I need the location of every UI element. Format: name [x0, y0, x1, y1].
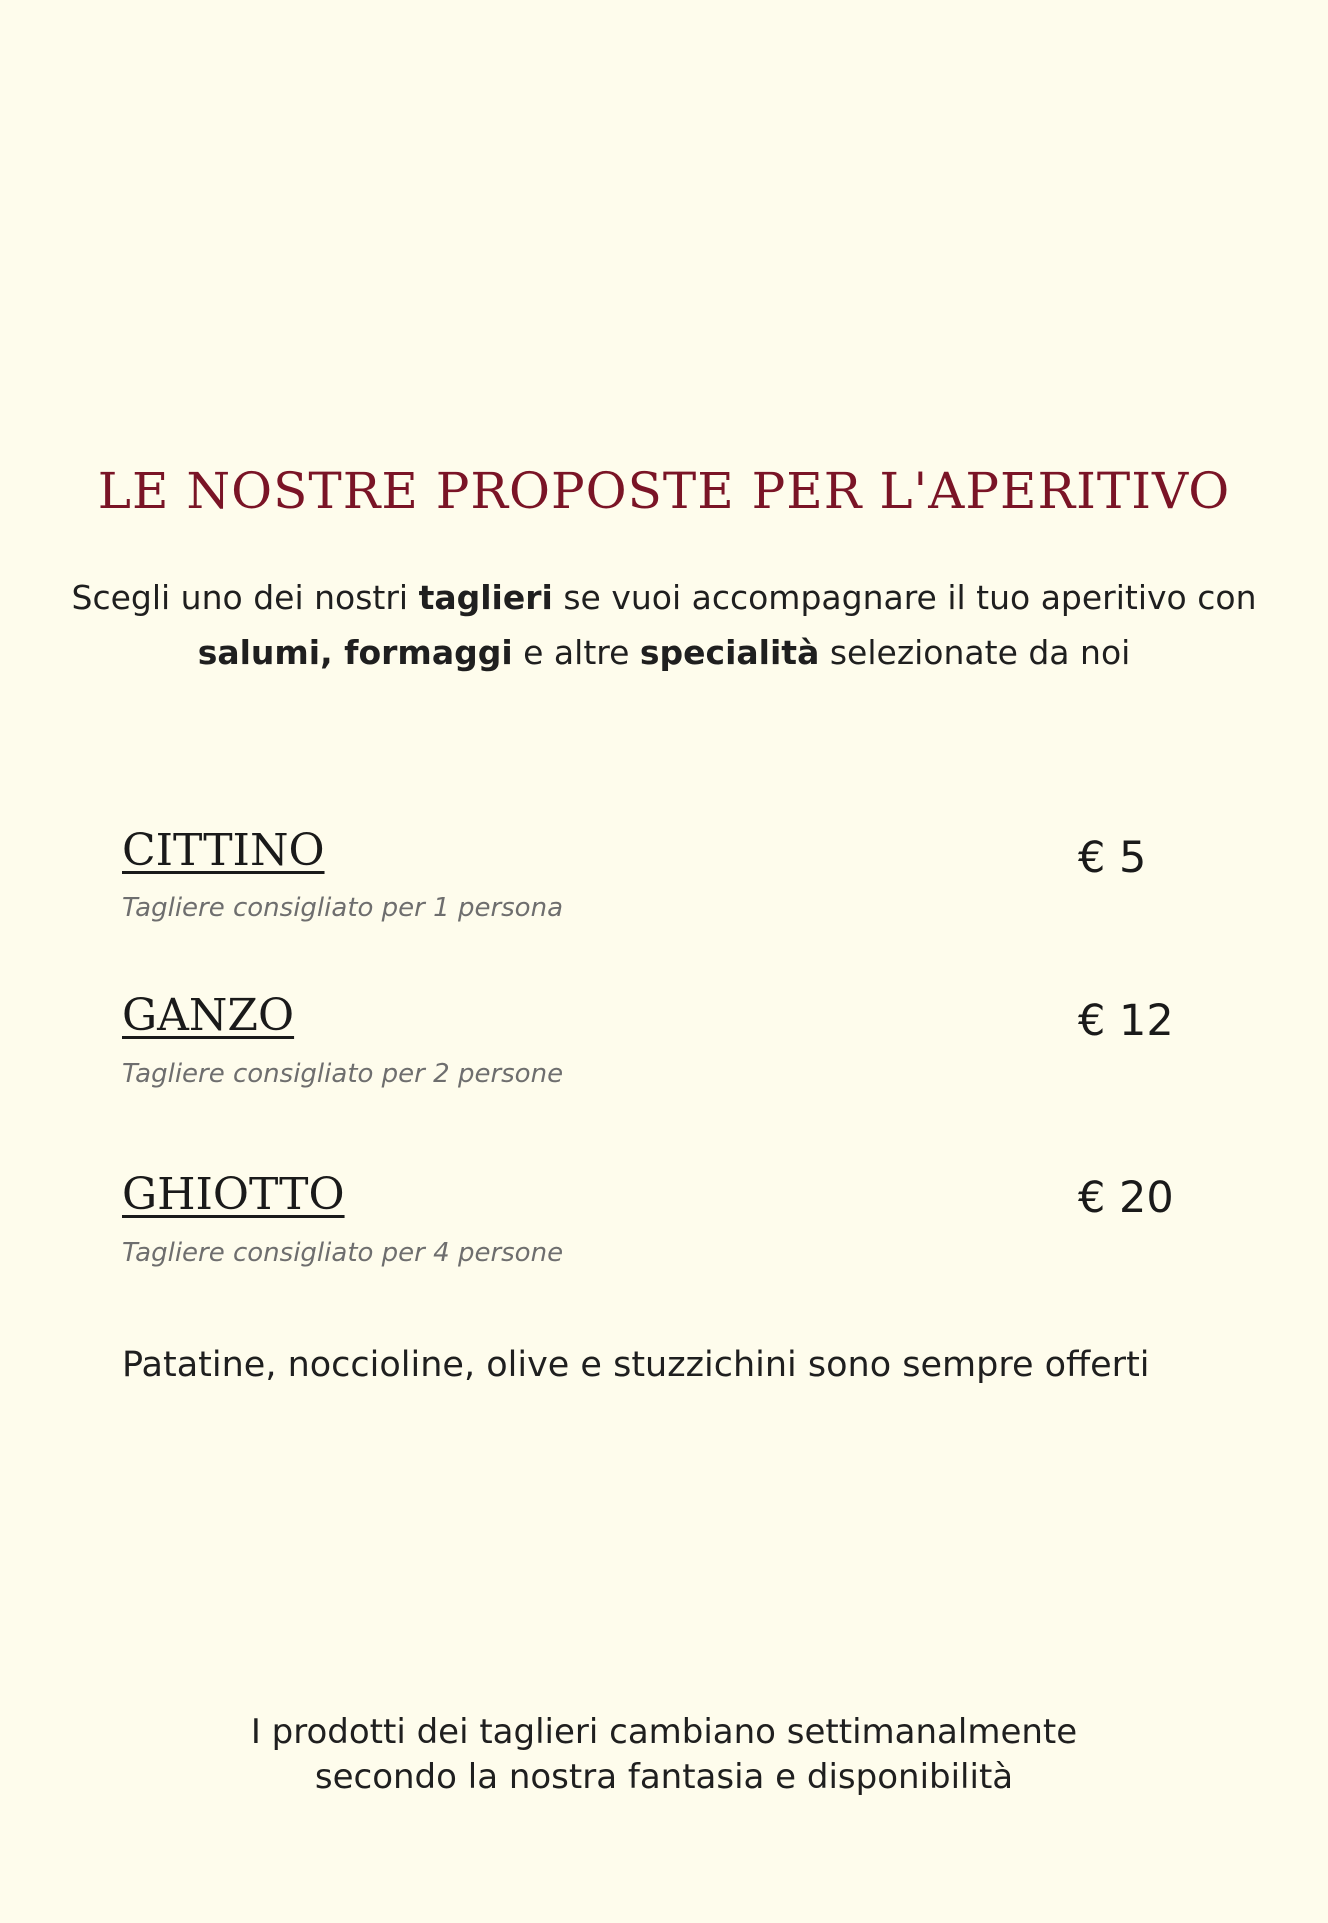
intro-highlight-taglieri: taglieri	[418, 578, 553, 617]
footer-line-2: secondo la nostra fantasia e disponibilità	[314, 1757, 1014, 1797]
menu-item-description: Tagliere consigliato per 2 persone	[122, 1059, 564, 1089]
intro-highlight-specialita: specialità	[639, 633, 820, 672]
menu-item-price: € 5	[1078, 833, 1147, 883]
intro-line-2-post: selezionate da noi	[819, 633, 1131, 672]
intro-highlight-salumi: salumi, formaggi	[197, 633, 513, 672]
menu-item-name: CITTINO	[122, 825, 325, 876]
menu-item-name: GHIOTTO	[122, 1169, 345, 1220]
menu-item-name: GANZO	[122, 990, 295, 1041]
intro-text	[40, 570, 1288, 680]
intro-line-2	[40, 625, 1288, 680]
offer-note: Patatine, noccioline, olive e stuzzichini sono sempre offerti	[122, 1345, 1150, 1385]
page-title: LE NOSTRE PROPOSTE PER L'APERITIVO	[97, 462, 1231, 520]
menu-item-description: Tagliere consigliato per 4 persone	[122, 1238, 564, 1268]
intro-line-1-pre: Scegli uno dei nostri	[71, 578, 419, 617]
intro-line-2-mid: e altre	[512, 633, 640, 672]
menu-item-price: € 12	[1078, 996, 1174, 1046]
footer-note	[0, 1710, 1328, 1800]
footer-line-1: I prodotti dei taglieri cambiano settimanalmente	[250, 1712, 1078, 1752]
intro-line-1	[40, 570, 1288, 625]
menu-item-description: Tagliere consigliato per 1 persona	[122, 893, 563, 923]
menu-item-price: € 20	[1078, 1173, 1174, 1223]
intro-line-1-post: se vuoi accompagnare il tuo aperitivo con	[552, 578, 1257, 617]
